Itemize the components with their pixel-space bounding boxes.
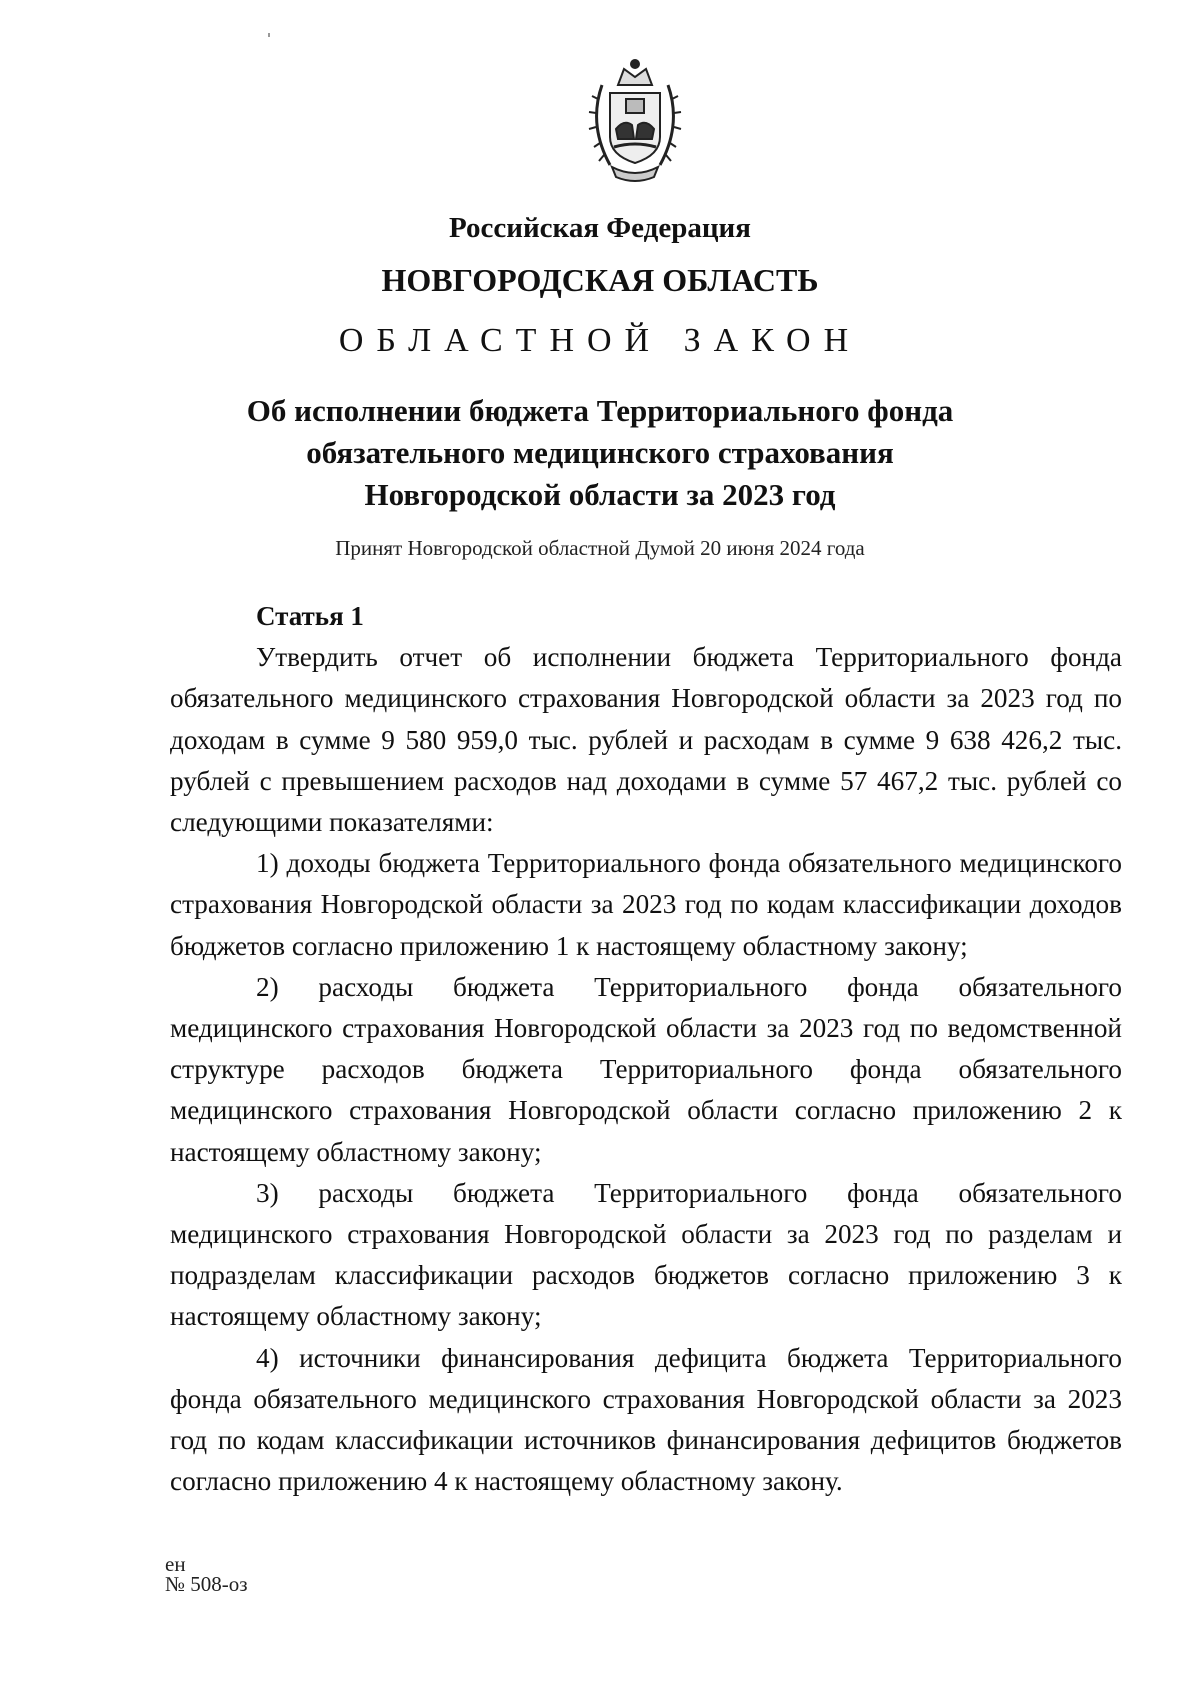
article-item-4: 4) источники финансирования дефицита бюджета Территориального фонда обязательного медицинского страхования Новгородской области за 2023 год по кодам классификации источников финансирования дефицитов бюджетов согласно приложению 4 к настоящему областному закону. bbox=[170, 1342, 1122, 1497]
article-item-3: 3) расходы бюджета Территориального фонда обязательного медицинского страхования Новгородской области за 2023 год по разделам и подразделам классификации расходов бюджетов согласно приложению 3 к настоящему областному закону; bbox=[170, 1177, 1122, 1332]
article-heading: Статья 1 bbox=[256, 601, 364, 631]
article-item-2: 2) расходы бюджета Территориального фонда обязательного медицинского страхования Новгородской области за 2023 год по ведомственной структуре расходов бюджета Территориального фонда обязательного медицинского страхования Новгородской области согласно приложению 2 к настоящему областному закону; bbox=[170, 971, 1122, 1167]
region-name: НОВГОРОДСКАЯ ОБЛАСТЬ bbox=[381, 262, 819, 298]
article-item-1: 1) доходы бюджета Территориального фонда обязательного медицинского страхования Новгородской области за 2023 год по кодам классификации доходов бюджетов согласно приложению 1 к настоящему областному закону; bbox=[170, 848, 1122, 961]
law-type: ОБЛАСТНОЙ ЗАКОН bbox=[338, 322, 862, 359]
country-name: Российская Федерация bbox=[449, 212, 751, 244]
executor-initials: ен bbox=[165, 1552, 186, 1576]
document-footer bbox=[165, 1554, 248, 1594]
law-title bbox=[0, 390, 1200, 516]
adoption-note: Принят Новгородской областной Думой 20 июня 2024 года bbox=[335, 536, 865, 560]
article-paragraph: Утвердить отчет об исполнении бюджета Территориального фонда обязательного медицинского страхования Новгородской области за 2023 год по доходам в сумме 9 580 959,0 тыс. рублей и расходам в сумме 9 638 426,2 тыс. рублей с превышением расходов над доходами в сумме 57 467,2 тыс. рублей со следующими показателями: bbox=[170, 642, 1122, 838]
coat-of-arms-icon bbox=[580, 55, 690, 185]
scan-mark bbox=[268, 33, 270, 37]
law-title-line: обязательного медицинского страхования bbox=[306, 435, 894, 470]
law-title-line: Об исполнении бюджета Территориального фонда bbox=[246, 393, 954, 428]
article-body bbox=[170, 596, 1122, 1502]
law-number: № 508-оз bbox=[165, 1572, 248, 1596]
law-title-line: Новгородской области за 2023 год bbox=[364, 477, 836, 512]
